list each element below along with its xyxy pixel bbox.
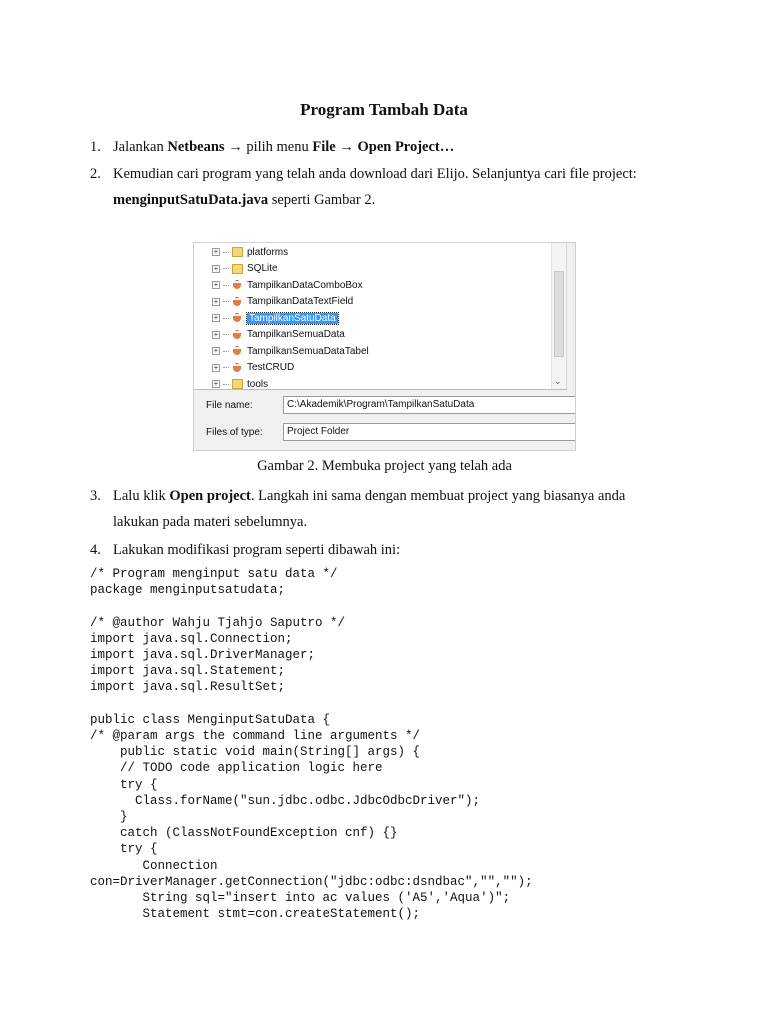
step-3: 3. Lalu klik Open project. Langkah ini sama dengan membuat project yang biasanya anda lakukan pada materi sebelumnya. xyxy=(90,483,690,535)
open-project-text: Open Project… xyxy=(357,139,455,155)
open-project-dialog-screenshot xyxy=(193,242,576,451)
tree-item[interactable]: + SQLite xyxy=(213,263,278,275)
file-type-label: Files of type: xyxy=(206,426,263,438)
tree-item-selected[interactable]: + TampilkanSatuData xyxy=(213,312,336,324)
file-menu-text: File xyxy=(312,139,336,155)
step-number: 3. xyxy=(90,488,101,504)
file-type-select[interactable]: Project Folder xyxy=(283,423,576,441)
tree-item[interactable]: + TestCRUD xyxy=(213,362,295,374)
expand-icon[interactable]: + xyxy=(213,346,219,356)
arrow-icon: → xyxy=(224,139,247,155)
expand-icon[interactable]: + xyxy=(213,379,219,389)
project-file-name: menginputSatuData.java xyxy=(113,192,269,208)
project-tree xyxy=(194,243,567,390)
java-project-icon xyxy=(232,313,243,323)
java-project-icon xyxy=(232,280,243,290)
tree-item[interactable]: + TampilkanDataTextField xyxy=(213,296,354,308)
expand-icon[interactable]: + xyxy=(213,329,219,339)
scroll-thumb[interactable] xyxy=(554,271,564,357)
step-number: 1. xyxy=(90,139,101,155)
folder-icon xyxy=(232,264,243,274)
page-title: Program Tambah Data xyxy=(300,100,468,119)
arrow-icon: → xyxy=(335,139,358,155)
java-project-icon xyxy=(232,297,243,307)
folder-icon xyxy=(232,247,243,257)
step-4: 4. Lakukan modifikasi program seperti dibawah ini: xyxy=(90,537,690,563)
expand-icon[interactable]: + xyxy=(213,247,219,257)
expand-icon[interactable]: + xyxy=(213,296,219,306)
step-number: 4. xyxy=(90,542,101,558)
step-1: 1. Jalankan Netbeans → pilih menu File → Open Project… xyxy=(90,134,690,160)
file-name-input[interactable]: C:\Akademik\Program\TampilkanSatuData xyxy=(283,396,576,414)
expand-icon[interactable]: + xyxy=(213,313,219,323)
tree-item[interactable]: + TampilkanDataComboBox xyxy=(213,279,363,291)
expand-icon[interactable]: + xyxy=(213,263,219,273)
step-number: 2. xyxy=(90,166,101,182)
code-listing: /* Program menginput satu data */ package menginputsatudata; /* @author Wahju Tjahjo Saputro */ import java.sql.Connection; import java.sql.DriverManager; import java.sql.Statement; import java.sql.ResultSet; public class MenginputSatuData { /* @param args the command line arguments */ public static void main(String[] args) { // TODO code application logic here try { Class.forName("sun.jdbc.odbc.JdbcOdbcDriver"); } catch (ClassNotFoundException cnf) {} try { Connection con=DriverManager.getConnection("jdbc:odbc:dsndbac","",""); String sql="insert into ac values ('A5','Aqua')"; Statement stmt=con.createStatement(); xyxy=(90,567,533,922)
chevron-down-icon[interactable]: ⌄ xyxy=(554,376,562,386)
file-name-row xyxy=(206,396,576,414)
step-2: 2. Kemudian cari program yang telah anda download dari Elijo. Selanjuntya cari file project: menginputSatuData.java seperti Gambar 2. xyxy=(90,161,690,213)
figure-caption: Gambar 2. Membuka project yang telah ada xyxy=(257,458,512,474)
expand-icon[interactable]: + xyxy=(213,280,219,290)
tree-item[interactable]: + tools xyxy=(213,378,269,390)
tree-item[interactable]: + TampilkanSemuaDataTabel xyxy=(213,345,369,357)
file-name-label: File name: xyxy=(206,399,253,411)
expand-icon[interactable]: + xyxy=(213,362,219,372)
tree-item[interactable]: + platforms xyxy=(213,246,289,258)
java-project-icon xyxy=(232,363,243,373)
file-type-row xyxy=(206,423,576,441)
java-project-icon xyxy=(232,330,243,340)
tree-scrollbar[interactable] xyxy=(551,243,566,389)
open-project-text: Open project xyxy=(169,488,251,504)
tree-item[interactable]: + TampilkanSemuaData xyxy=(213,329,345,341)
netbeans-text: Netbeans xyxy=(167,139,225,155)
java-project-icon xyxy=(232,346,243,356)
folder-icon xyxy=(232,379,243,389)
